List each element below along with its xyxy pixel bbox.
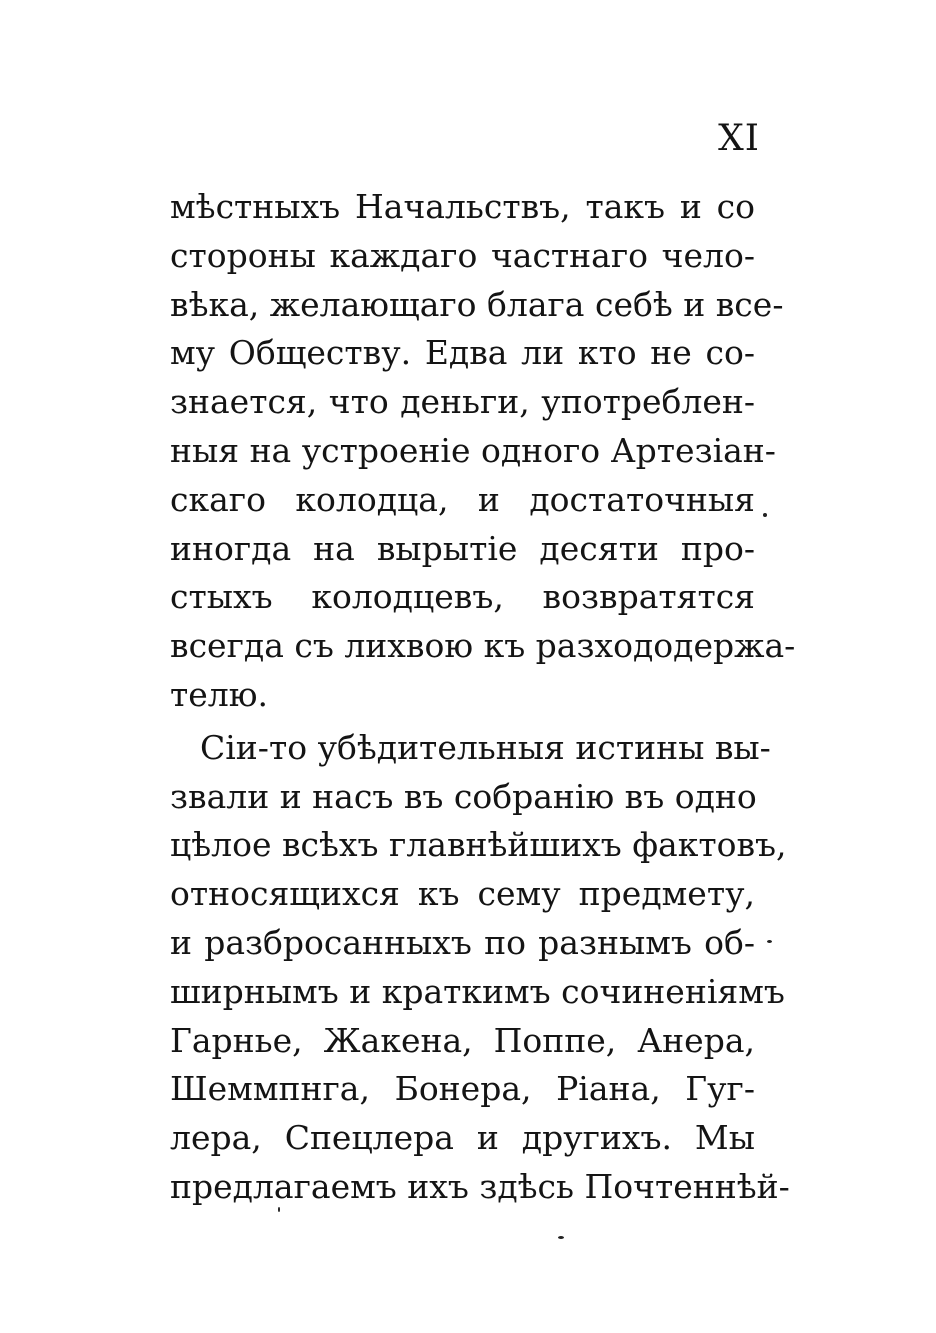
print-speck (558, 1236, 564, 1239)
text-line: и разбросанныхъ по разнымъ об- (170, 922, 755, 962)
text-line: ширнымъ и краткимъ сочиненіямъ (170, 971, 785, 1011)
text-line: относящихся къ сему предмету, (170, 874, 755, 914)
text-line: иногда на вырытіе десяти про- (170, 528, 755, 568)
text-line: Шеммпнга, Бонера, Ріана, Гуг- (170, 1069, 755, 1109)
text-line: стыхъ колодцевъ, возвратятся (170, 577, 755, 617)
paragraph-2 (170, 724, 790, 1212)
print-speck (767, 940, 772, 943)
text-line: предлагаемъ ихъ здѣсь Почтеннѣй- (170, 1166, 790, 1206)
text-line: Гарнье, Жакена, Поппе, Анера, (170, 1020, 755, 1060)
text-line: Сіи-то убѣдительныя истины вы- (200, 727, 771, 767)
text-line: вѣка, желающаго блага себѣ и все- (170, 284, 784, 324)
text-line: стороны каждаго частнаго чело- (170, 235, 755, 275)
text-line: телю. (170, 674, 268, 714)
print-speck (278, 1207, 280, 1212)
paragraph-1 (170, 183, 796, 720)
text-line: ныя на устроеніе одного Артезіан- (170, 430, 776, 470)
text-line: мѣстныхъ Начальствъ, такъ и со (170, 187, 755, 226)
text-line: му Обществу. Едва ли кто не со- (170, 333, 755, 373)
print-speck (763, 513, 767, 517)
text-line: скаго колодца, и достаточныя (170, 479, 755, 519)
text-line: цѣлое всѣхъ главнѣйшихъ фактовъ, (170, 825, 787, 865)
text-line: знается, что деньги, употреблен- (170, 382, 755, 422)
text-line: лера, Спецлера и другихъ. Мы (170, 1118, 755, 1158)
text-line: звали и насъ въ собранію въ одно (170, 776, 757, 816)
text-line: всегда съ лихвою къ разхододержа- (170, 626, 796, 666)
body-text (170, 183, 796, 1212)
page-number: XI (718, 118, 760, 159)
